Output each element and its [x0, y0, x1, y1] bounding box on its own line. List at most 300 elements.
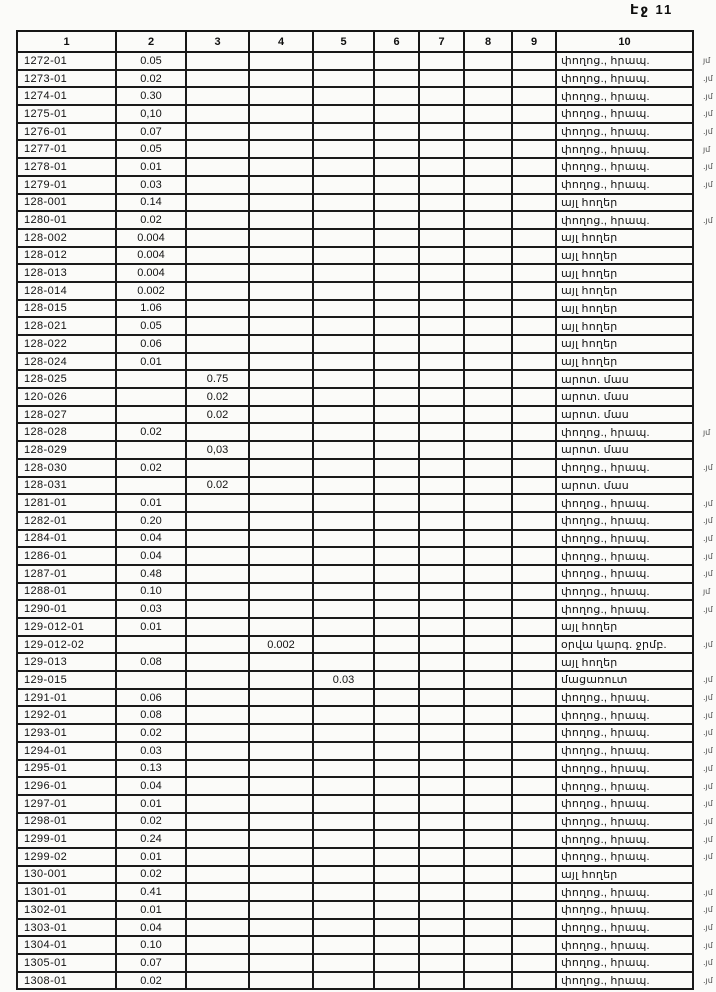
value-cell-col9: [512, 282, 556, 300]
table-row: [17, 547, 716, 565]
table-row: [17, 901, 716, 919]
value-cell-col8: [464, 194, 512, 212]
value-cell-col7: [419, 742, 464, 760]
value-cell-col3: [186, 813, 249, 831]
table-row: [17, 760, 716, 778]
value-cell-col4: [249, 229, 313, 247]
value-cell-col6: [374, 87, 419, 105]
land-use-cell: փողոց., հրապ.: [556, 936, 693, 954]
value-cell-col6: [374, 883, 419, 901]
value-cell-col9: [512, 600, 556, 618]
value-cell-col6: [374, 760, 419, 778]
margin-annotation: [693, 300, 716, 318]
value-cell-col3: 0.02: [186, 388, 249, 406]
value-cell-col6: [374, 830, 419, 848]
value-cell-col8: [464, 211, 512, 229]
value-cell-col2: [116, 441, 186, 459]
value-cell-col6: [374, 777, 419, 795]
value-cell-col8: [464, 848, 512, 866]
value-cell-col7: [419, 140, 464, 158]
value-cell-col5: [313, 176, 374, 194]
value-cell-col7: [419, 848, 464, 866]
table-row: [17, 105, 716, 123]
value-cell-col9: [512, 848, 556, 866]
parcel-id-cell: 1284-01: [17, 530, 116, 548]
value-cell-col8: [464, 600, 512, 618]
land-parcel-table: [16, 30, 716, 990]
value-cell-col5: [313, 264, 374, 282]
parcel-id-cell: 128-014: [17, 282, 116, 300]
table-row: [17, 936, 716, 954]
value-cell-col5: [313, 848, 374, 866]
value-cell-col7: [419, 936, 464, 954]
parcel-id-cell: 128-021: [17, 317, 116, 335]
value-cell-col6: [374, 300, 419, 318]
value-cell-col2: 0.02: [116, 423, 186, 441]
value-cell-col2: 0.004: [116, 264, 186, 282]
parcel-id-cell: 128-029: [17, 441, 116, 459]
value-cell-col6: [374, 689, 419, 707]
value-cell-col6: [374, 653, 419, 671]
value-cell-col3: [186, 724, 249, 742]
table-row: [17, 211, 716, 229]
value-cell-col6: [374, 477, 419, 495]
table-body: [17, 52, 716, 989]
value-cell-col3: [186, 760, 249, 778]
value-cell-col3: [186, 636, 249, 654]
value-cell-col7: [419, 830, 464, 848]
value-cell-col3: [186, 459, 249, 477]
value-cell-col6: [374, 388, 419, 406]
value-cell-col3: [186, 530, 249, 548]
value-cell-col3: [186, 158, 249, 176]
value-cell-col5: [313, 353, 374, 371]
parcel-id-cell: 129-012-02: [17, 636, 116, 654]
land-use-cell: փողոց., հրապ.: [556, 423, 693, 441]
land-use-cell: այլ հողեր: [556, 282, 693, 300]
value-cell-col6: [374, 724, 419, 742]
value-cell-col6: [374, 706, 419, 724]
parcel-id-cell: 128-025: [17, 370, 116, 388]
value-cell-col2: 0.01: [116, 494, 186, 512]
value-cell-col9: [512, 813, 556, 831]
value-cell-col6: [374, 70, 419, 88]
value-cell-col8: [464, 105, 512, 123]
value-cell-col2: 0.06: [116, 689, 186, 707]
value-cell-col8: [464, 706, 512, 724]
value-cell-col2: 0.05: [116, 140, 186, 158]
value-cell-col8: [464, 123, 512, 141]
value-cell-col3: [186, 583, 249, 601]
value-cell-col7: [419, 565, 464, 583]
value-cell-col9: [512, 158, 556, 176]
parcel-id-cell: 128-028: [17, 423, 116, 441]
page-number-label: Էջ 11: [630, 2, 674, 17]
parcel-id-cell: 1303-01: [17, 919, 116, 937]
value-cell-col2: 0.04: [116, 547, 186, 565]
value-cell-col9: [512, 883, 556, 901]
table-row: [17, 406, 716, 424]
value-cell-col5: [313, 901, 374, 919]
parcel-id-cell: 1292-01: [17, 706, 116, 724]
margin-annotation: .յմ: [703, 763, 713, 773]
value-cell-col7: [419, 706, 464, 724]
value-cell-col5: [313, 388, 374, 406]
table-row: [17, 512, 716, 530]
margin-annotation: [693, 194, 716, 212]
value-cell-col3: [186, 954, 249, 972]
value-cell-col6: [374, 512, 419, 530]
parcel-id-cell: 1294-01: [17, 742, 116, 760]
land-use-cell: փողոց., հրապ.: [556, 459, 693, 477]
value-cell-col6: [374, 140, 419, 158]
value-cell-col7: [419, 530, 464, 548]
value-cell-col5: [313, 459, 374, 477]
margin-annotation: .յմ: [703, 533, 713, 543]
value-cell-col6: [374, 105, 419, 123]
land-use-cell: այլ հողեր: [556, 194, 693, 212]
value-cell-col9: [512, 724, 556, 742]
value-cell-col7: [419, 335, 464, 353]
value-cell-col9: [512, 583, 556, 601]
value-cell-col9: [512, 52, 556, 70]
table-row: [17, 176, 716, 194]
land-use-cell: այլ հողեր: [556, 353, 693, 371]
value-cell-col7: [419, 87, 464, 105]
value-cell-col9: [512, 936, 556, 954]
land-use-cell: փողոց., հրապ.: [556, 972, 693, 990]
margin-annotation: [693, 388, 716, 406]
value-cell-col3: [186, 176, 249, 194]
value-cell-col8: [464, 423, 512, 441]
value-cell-col8: [464, 724, 512, 742]
value-cell-col9: [512, 795, 556, 813]
column-header-9: 9: [512, 31, 556, 52]
value-cell-col7: [419, 494, 464, 512]
value-cell-col3: [186, 70, 249, 88]
value-cell-col2: 0.01: [116, 848, 186, 866]
value-cell-col8: [464, 936, 512, 954]
value-cell-col2: 0.07: [116, 954, 186, 972]
value-cell-col6: [374, 158, 419, 176]
table-row: [17, 777, 716, 795]
value-cell-col7: [419, 547, 464, 565]
value-cell-col4: [249, 370, 313, 388]
value-cell-col6: [374, 848, 419, 866]
table-row: [17, 618, 716, 636]
table-row: [17, 459, 716, 477]
margin-header-spacer: [693, 31, 716, 52]
land-use-cell: փողոց., հրապ.: [556, 105, 693, 123]
value-cell-col7: [419, 370, 464, 388]
parcel-id-cell: 128-030: [17, 459, 116, 477]
value-cell-col5: [313, 565, 374, 583]
value-cell-col3: 0,03: [186, 441, 249, 459]
value-cell-col4: [249, 547, 313, 565]
value-cell-col2: 0.13: [116, 760, 186, 778]
parcel-id-cell: 1281-01: [17, 494, 116, 512]
value-cell-col5: [313, 140, 374, 158]
margin-annotation: [693, 866, 716, 884]
margin-annotation: .յմ: [703, 498, 713, 508]
value-cell-col2: 0.20: [116, 512, 186, 530]
margin-annotation: .յմ: [703, 693, 713, 703]
value-cell-col4: [249, 477, 313, 495]
value-cell-col7: [419, 317, 464, 335]
value-cell-col7: [419, 777, 464, 795]
value-cell-col8: [464, 494, 512, 512]
value-cell-col6: [374, 671, 419, 689]
value-cell-col6: [374, 636, 419, 654]
value-cell-col6: [374, 264, 419, 282]
value-cell-col8: [464, 530, 512, 548]
value-cell-col5: [313, 883, 374, 901]
table-row: [17, 441, 716, 459]
value-cell-col6: [374, 547, 419, 565]
land-use-cell: փողոց., հրապ.: [556, 742, 693, 760]
value-cell-col5: [313, 477, 374, 495]
table-row: [17, 600, 716, 618]
parcel-id-cell: 128-012: [17, 247, 116, 265]
value-cell-col9: [512, 176, 556, 194]
table-row: [17, 282, 716, 300]
value-cell-col3: [186, 547, 249, 565]
parcel-id-cell: 1304-01: [17, 936, 116, 954]
table-row: [17, 247, 716, 265]
table-row: [17, 742, 716, 760]
column-header-10: 10: [556, 31, 693, 52]
value-cell-col4: [249, 866, 313, 884]
value-cell-col5: [313, 530, 374, 548]
value-cell-col4: [249, 140, 313, 158]
value-cell-col2: 0.02: [116, 70, 186, 88]
value-cell-col5: [313, 282, 374, 300]
value-cell-col2: [116, 370, 186, 388]
land-use-cell: արոտ. մաս: [556, 370, 693, 388]
value-cell-col7: [419, 441, 464, 459]
land-use-cell: փողոց., հրապ.: [556, 530, 693, 548]
value-cell-col3: [186, 87, 249, 105]
value-cell-col9: [512, 353, 556, 371]
margin-annotation: .յմ: [703, 799, 713, 809]
value-cell-col7: [419, 618, 464, 636]
parcel-id-cell: 128-027: [17, 406, 116, 424]
value-cell-col8: [464, 264, 512, 282]
value-cell-col4: [249, 494, 313, 512]
value-cell-col4: [249, 883, 313, 901]
value-cell-col3: [186, 883, 249, 901]
margin-annotation: .յմ: [703, 728, 713, 738]
value-cell-col7: [419, 813, 464, 831]
value-cell-col5: [313, 335, 374, 353]
value-cell-col4: [249, 653, 313, 671]
value-cell-col7: [419, 105, 464, 123]
value-cell-col4: [249, 459, 313, 477]
value-cell-col3: [186, 936, 249, 954]
value-cell-col4: [249, 565, 313, 583]
parcel-id-cell: 1273-01: [17, 70, 116, 88]
value-cell-col7: [419, 300, 464, 318]
parcel-id-cell: 1277-01: [17, 140, 116, 158]
table-row: [17, 388, 716, 406]
value-cell-col6: [374, 123, 419, 141]
land-use-cell: արոտ. մաս: [556, 477, 693, 495]
column-header-8: 8: [464, 31, 512, 52]
value-cell-col4: [249, 335, 313, 353]
value-cell-col4: [249, 264, 313, 282]
value-cell-col9: [512, 671, 556, 689]
value-cell-col5: [313, 760, 374, 778]
value-cell-col8: [464, 282, 512, 300]
value-cell-col5: [313, 600, 374, 618]
table-row: [17, 477, 716, 495]
value-cell-col4: [249, 813, 313, 831]
value-cell-col8: [464, 477, 512, 495]
value-cell-col8: [464, 653, 512, 671]
parcel-id-cell: 120-026: [17, 388, 116, 406]
table-row: [17, 194, 716, 212]
value-cell-col8: [464, 813, 512, 831]
table-row: [17, 423, 716, 441]
land-use-cell: փողոց., հրապ.: [556, 724, 693, 742]
margin-annotation: [693, 653, 716, 671]
land-use-cell: փողոց., հրապ.: [556, 211, 693, 229]
value-cell-col9: [512, 247, 556, 265]
value-cell-col4: [249, 830, 313, 848]
value-cell-col9: [512, 830, 556, 848]
value-cell-col7: [419, 388, 464, 406]
value-cell-col4: [249, 954, 313, 972]
value-cell-col9: [512, 70, 556, 88]
value-cell-col7: [419, 52, 464, 70]
value-cell-col4: [249, 936, 313, 954]
table-row: [17, 494, 716, 512]
margin-annotation: .յմ: [703, 781, 713, 791]
value-cell-col6: [374, 583, 419, 601]
value-cell-col5: [313, 123, 374, 141]
value-cell-col7: [419, 653, 464, 671]
value-cell-col6: [374, 936, 419, 954]
value-cell-col5: [313, 724, 374, 742]
value-cell-col3: [186, 706, 249, 724]
parcel-id-cell: 1275-01: [17, 105, 116, 123]
value-cell-col6: [374, 52, 419, 70]
margin-annotation: յմ: [703, 427, 711, 437]
value-cell-col2: 0.41: [116, 883, 186, 901]
value-cell-col8: [464, 866, 512, 884]
margin-annotation: .յմ: [703, 905, 713, 915]
value-cell-col7: [419, 954, 464, 972]
value-cell-col2: 0.002: [116, 282, 186, 300]
value-cell-col2: 0.08: [116, 706, 186, 724]
value-cell-col6: [374, 370, 419, 388]
margin-annotation: [693, 247, 716, 265]
land-use-cell: փողոց., հրապ.: [556, 706, 693, 724]
value-cell-col5: [313, 547, 374, 565]
land-use-cell: այլ հողեր: [556, 300, 693, 318]
value-cell-col6: [374, 335, 419, 353]
value-cell-col6: [374, 176, 419, 194]
value-cell-col4: [249, 583, 313, 601]
land-use-cell: այլ հողեր: [556, 317, 693, 335]
table-row: [17, 866, 716, 884]
value-cell-col9: [512, 972, 556, 990]
land-use-cell: փողոց., հրապ.: [556, 600, 693, 618]
value-cell-col8: [464, 760, 512, 778]
table-row: [17, 689, 716, 707]
value-cell-col7: [419, 583, 464, 601]
table-row: [17, 724, 716, 742]
value-cell-col7: [419, 123, 464, 141]
value-cell-col7: [419, 760, 464, 778]
land-use-cell: փողոց., հրապ.: [556, 547, 693, 565]
value-cell-col7: [419, 689, 464, 707]
table-row: [17, 123, 716, 141]
table-row: [17, 848, 716, 866]
value-cell-col3: [186, 123, 249, 141]
value-cell-col3: [186, 335, 249, 353]
value-cell-col5: [313, 247, 374, 265]
land-use-cell: այլ հողեր: [556, 866, 693, 884]
parcel-id-cell: 1287-01: [17, 565, 116, 583]
parcel-id-cell: 1291-01: [17, 689, 116, 707]
margin-annotation: [693, 477, 716, 495]
parcel-id-cell: 128-001: [17, 194, 116, 212]
value-cell-col2: [116, 636, 186, 654]
value-cell-col2: 0.02: [116, 459, 186, 477]
value-cell-col6: [374, 919, 419, 937]
value-cell-col8: [464, 87, 512, 105]
value-cell-col4: [249, 300, 313, 318]
parcel-id-cell: 129-015: [17, 671, 116, 689]
land-use-cell: փողոց., հրապ.: [556, 919, 693, 937]
parcel-id-cell: 1298-01: [17, 813, 116, 831]
value-cell-col4: [249, 388, 313, 406]
value-cell-col7: [419, 972, 464, 990]
margin-annotation: .յմ: [703, 940, 713, 950]
table-row: [17, 706, 716, 724]
value-cell-col9: [512, 530, 556, 548]
value-cell-col4: [249, 123, 313, 141]
parcel-id-cell: 1302-01: [17, 901, 116, 919]
value-cell-col6: [374, 353, 419, 371]
value-cell-col4: [249, 282, 313, 300]
land-use-cell: փողոց., հրապ.: [556, 883, 693, 901]
land-use-cell: փողոց., հրապ.: [556, 140, 693, 158]
value-cell-col7: [419, 459, 464, 477]
value-cell-col2: [116, 671, 186, 689]
margin-annotation: [693, 317, 716, 335]
margin-annotation: [693, 441, 716, 459]
value-cell-col6: [374, 742, 419, 760]
value-cell-col9: [512, 494, 556, 512]
value-cell-col8: [464, 459, 512, 477]
value-cell-col2: 0.01: [116, 158, 186, 176]
margin-annotation: .յմ: [703, 91, 713, 101]
margin-annotation: յմ: [703, 586, 711, 596]
margin-annotation: [693, 406, 716, 424]
parcel-id-cell: 128-002: [17, 229, 116, 247]
table-row: [17, 70, 716, 88]
value-cell-col4: [249, 795, 313, 813]
value-cell-col2: 0.01: [116, 795, 186, 813]
margin-annotation: .յմ: [703, 127, 713, 137]
land-use-cell: փողոց., հրապ.: [556, 52, 693, 70]
table-row: [17, 229, 716, 247]
margin-annotation: .յմ: [703, 976, 713, 986]
margin-annotation: [693, 264, 716, 282]
value-cell-col3: [186, 247, 249, 265]
